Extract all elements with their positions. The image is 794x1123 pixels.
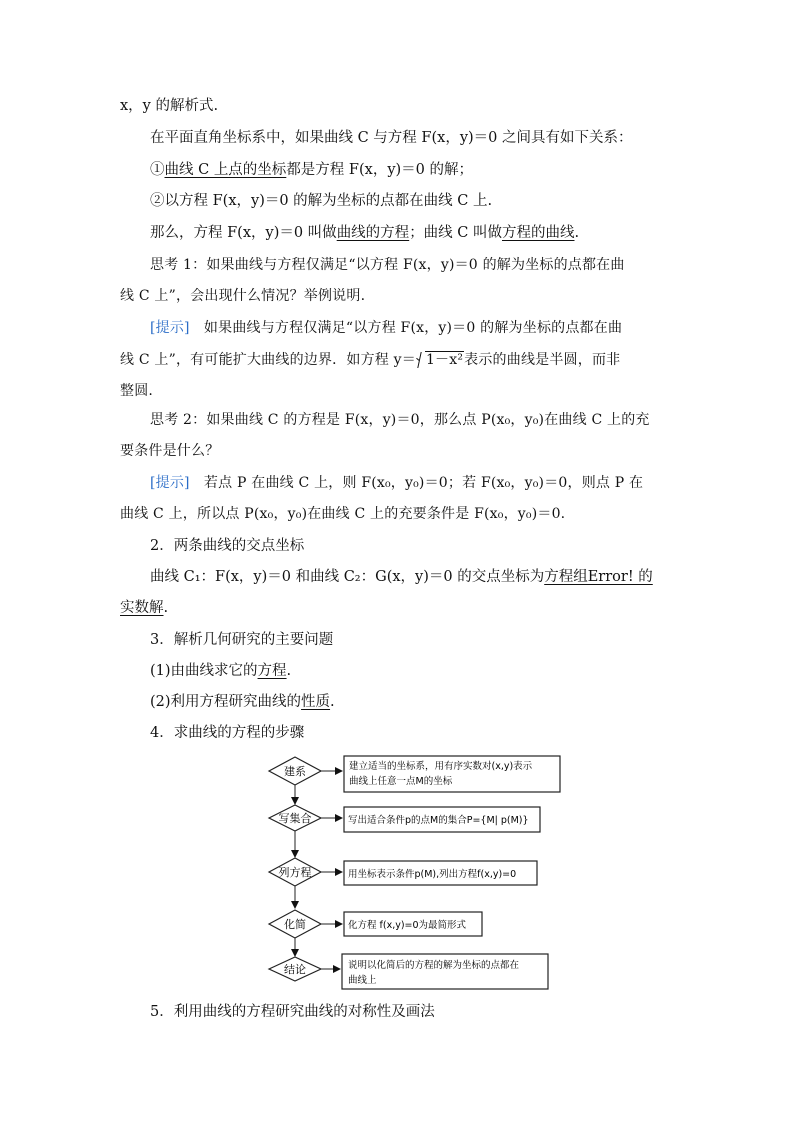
- text-line: (2)利用方程研究曲线的性质.: [150, 694, 335, 710]
- text-line: 实数解.: [120, 600, 169, 616]
- question-text: 思考 1：如果曲线与方程仅满足“以方程 F(x，y)＝0 的解为坐标的点都在曲: [150, 257, 625, 273]
- step-label: 化简: [284, 918, 306, 931]
- section-heading: 3．解析几何研究的主要问题: [150, 632, 334, 648]
- hint-text: 线 C 上”，有可能扩大曲线的边界．如方程 y＝ 1－x²表示的曲线是半圆，而非: [120, 352, 621, 368]
- section-heading: 2．两条曲线的交点坐标: [150, 538, 305, 554]
- flow-step: [269, 805, 540, 832]
- step-description: 说明以化简后的方程的解为坐标的点都在: [348, 960, 520, 971]
- text-line: ①曲线 C 上点的坐标都是方程 F(x，y)＝0 的解；: [150, 162, 473, 178]
- hint-text: 整圆.: [120, 383, 154, 399]
- step-label: 结论: [284, 963, 306, 976]
- hint-tag: [提示]: [150, 475, 190, 491]
- hint-text: 曲线 C 上，所以点 P(x₀，y₀)在曲线 C 上的充要条件是 F(x₀，y₀)＝0.: [120, 506, 566, 522]
- step-label: 建系: [284, 765, 306, 778]
- step-description: 写出适合条件p的点M的集合P={M| p(M)}: [348, 815, 529, 826]
- flow-step: [269, 756, 560, 792]
- step-label: 写集合: [278, 812, 312, 825]
- sqrt-symbol: 1－x²: [416, 350, 464, 370]
- question-text: 要条件是什么？: [120, 443, 220, 459]
- text-line: 曲线 C₁：F(x，y)＝0 和曲线 C₂：G(x，y)＝0 的交点坐标为方程组Error! 的: [150, 569, 653, 585]
- text-line: (1)由曲线求它的方程.: [150, 663, 292, 679]
- question-text: 思考 2：如果曲线 C 的方程是 F(x，y)＝0，那么点 P(x₀，y₀)在曲线 C 上的充: [150, 412, 650, 428]
- step-description: 用坐标表示条件p(M),列出方程f(x,y)=0: [348, 869, 517, 880]
- text-line: 那么，方程 F(x，y)＝0 叫做曲线的方程；曲线 C 叫做方程的曲线.: [150, 225, 580, 241]
- question-text: 线 C 上”，会出现什么情况？举例说明.: [120, 288, 366, 304]
- section-heading: 4．求曲线的方程的步骤: [150, 725, 305, 741]
- step-label: 列方程: [278, 866, 312, 879]
- hint-text: [提示] 若点 P 在曲线 C 上，则 F(x₀，y₀)＝0；若 F(x₀，y₀)＝0，则点 P 在: [150, 475, 644, 491]
- section-heading: 5．利用曲线的方程研究曲线的对称性及画法: [150, 1004, 435, 1020]
- flowchart: [255, 750, 575, 998]
- hint-tag: [提示]: [150, 320, 190, 336]
- text-line: x，y 的解析式.: [120, 98, 219, 114]
- text-line: 在平面直角坐标系中，如果曲线 C 与方程 F(x，y)＝0 之间具有如下关系：: [150, 130, 633, 146]
- flow-step: [269, 858, 537, 886]
- step-description: 化方程 f(x,y)=0为最简形式: [348, 920, 467, 931]
- step-description: 曲线上: [348, 975, 377, 986]
- step-description: 建立适当的坐标系，用有序实数对(x,y)表示: [349, 761, 533, 772]
- hint-text: [提示] 如果曲线与方程仅满足“以方程 F(x，y)＝0 的解为坐标的点都在曲: [150, 320, 623, 336]
- flow-step: [269, 910, 482, 938]
- step-description: 曲线上任意一点M的坐标: [349, 776, 453, 787]
- text-line: ②以方程 F(x，y)＝0 的解为坐标的点都在曲线 C 上.: [150, 193, 493, 209]
- flow-step: [269, 954, 548, 989]
